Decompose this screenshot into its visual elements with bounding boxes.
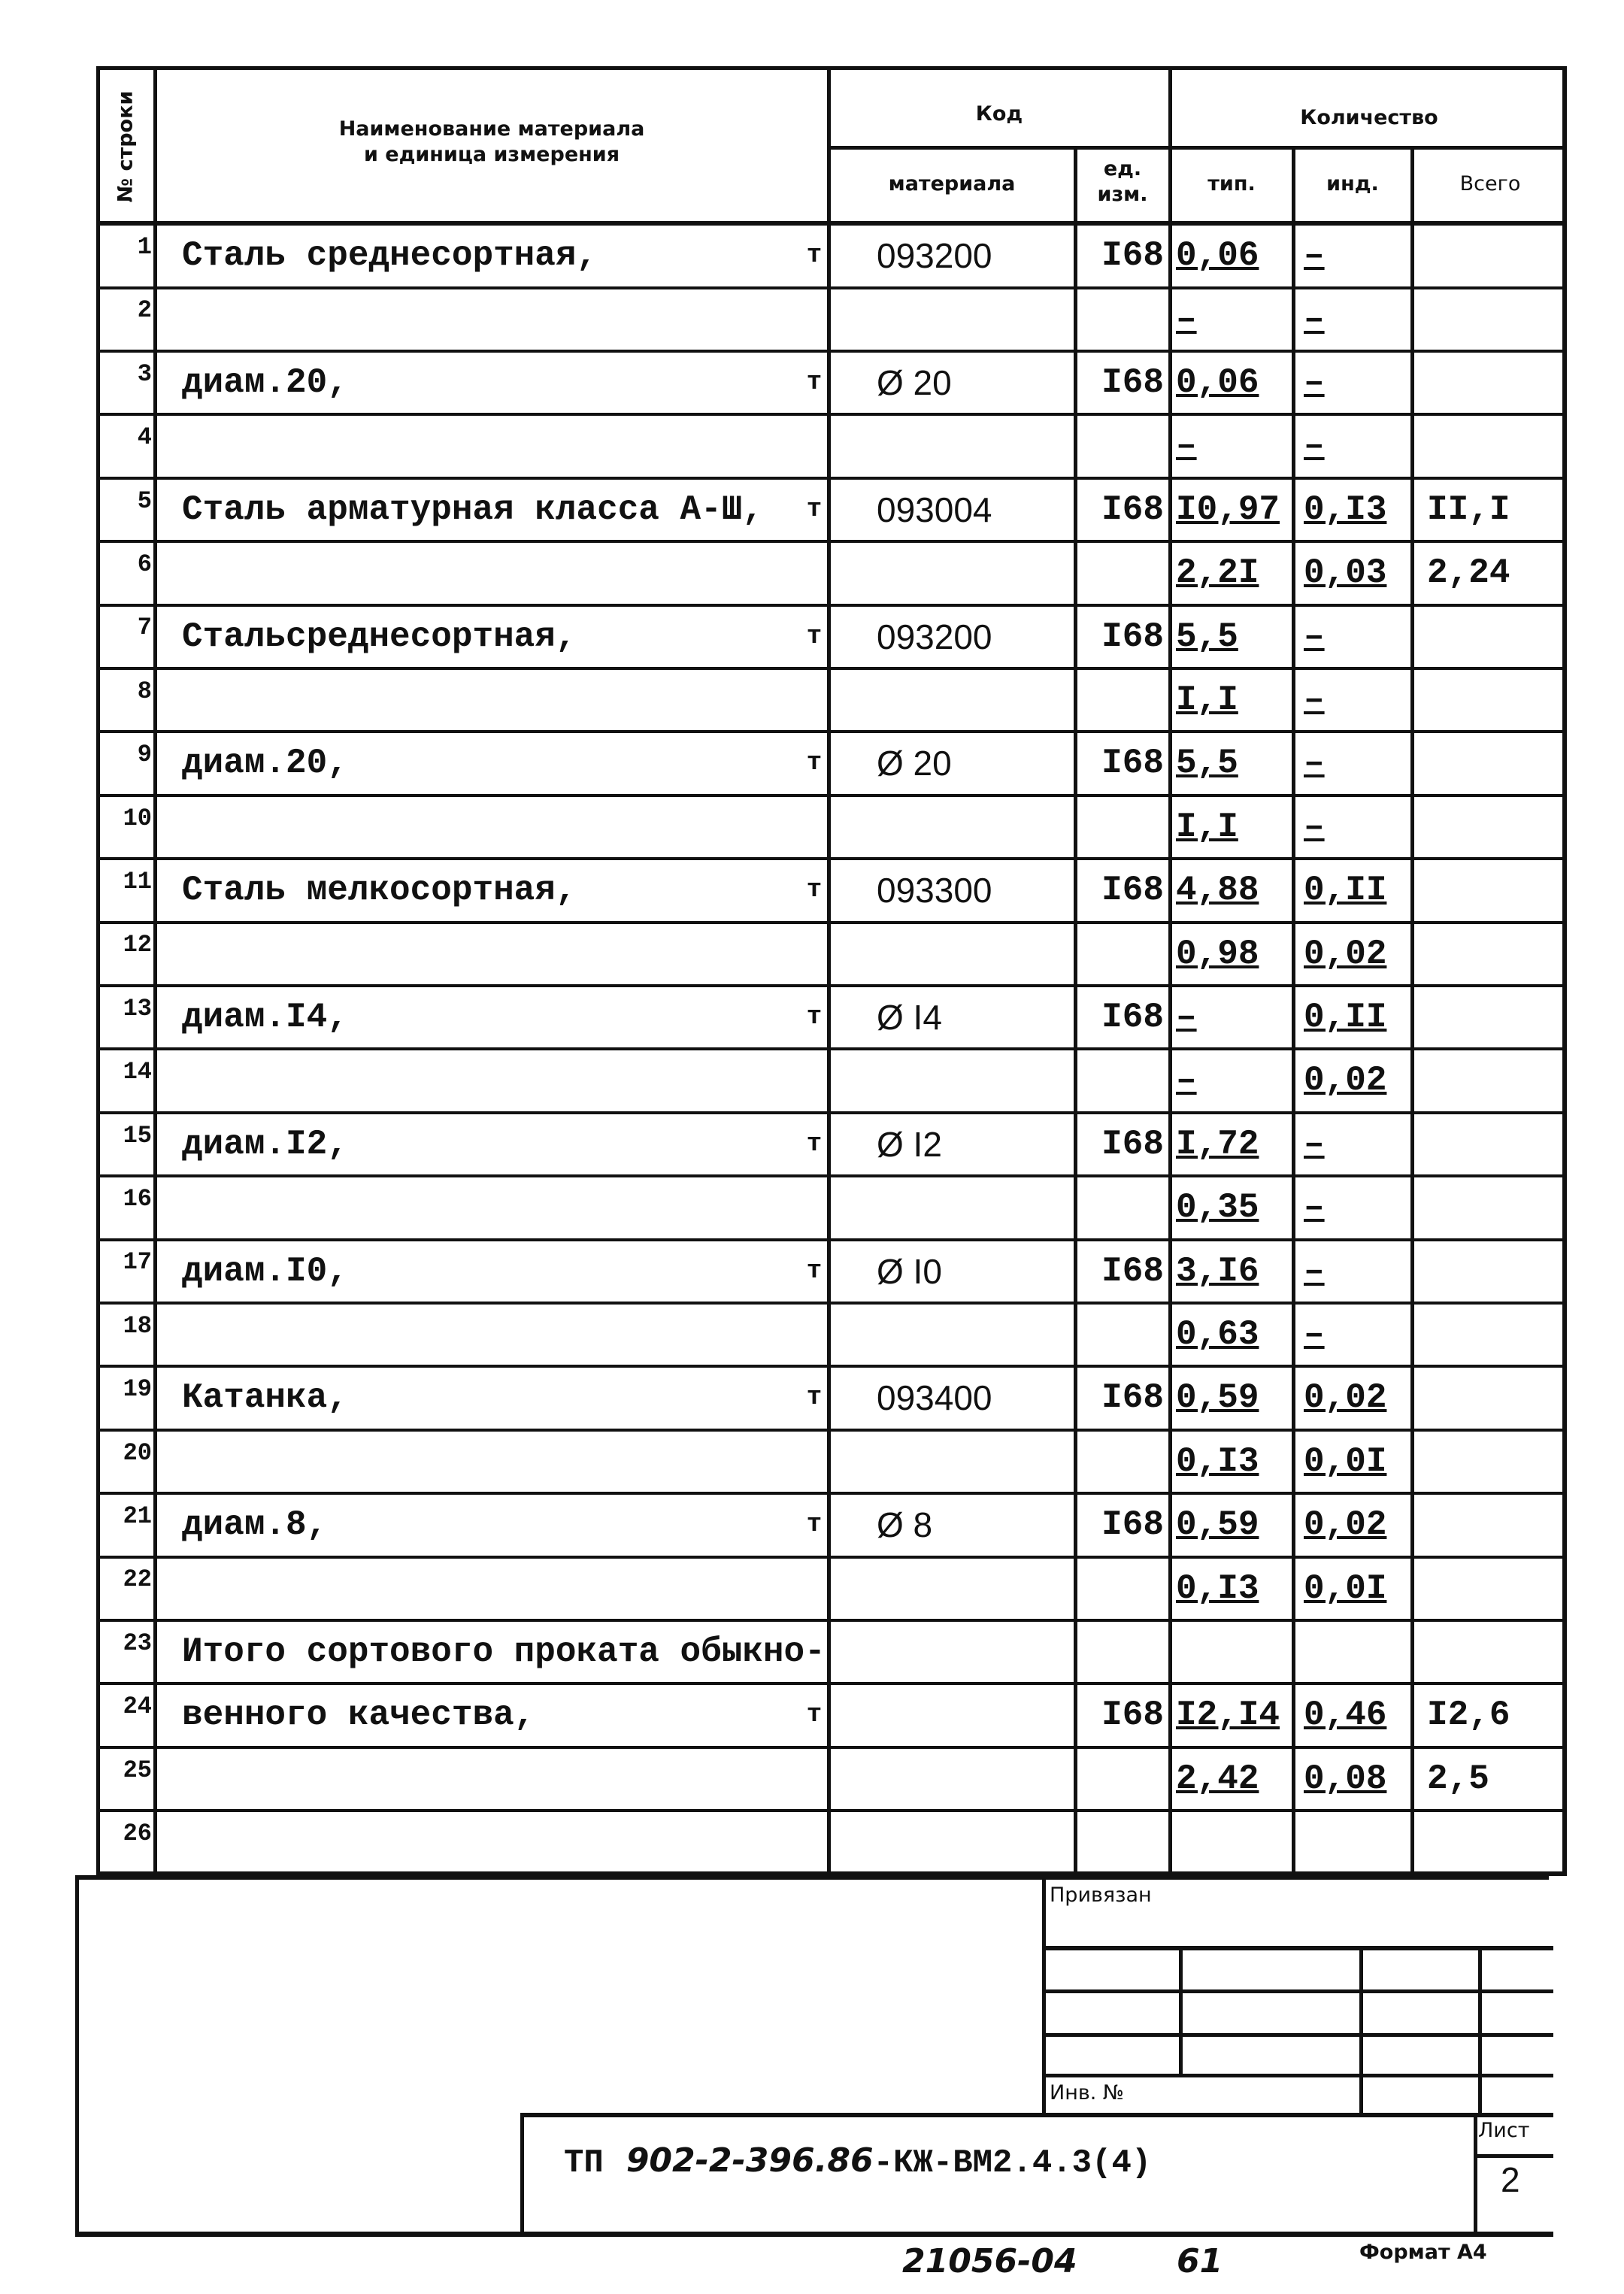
frame-left — [75, 1875, 79, 2236]
quantity-typ: – — [1176, 426, 1197, 466]
row-number: 5 — [137, 486, 152, 515]
quantity-ind — [1293, 1812, 1412, 1873]
table-row — [96, 289, 1567, 353]
quantity-typ: 0,59 — [1176, 1378, 1259, 1418]
table-row — [96, 1558, 1567, 1622]
quantity-typ: 0,I3 — [1176, 1568, 1259, 1608]
tb-line — [1042, 2074, 1553, 2077]
quantity-ind: 0,II — [1304, 998, 1387, 1038]
quantity-typ: I,72 — [1176, 1124, 1259, 1164]
table-row — [96, 923, 1567, 987]
material-code: 093400 — [877, 1378, 992, 1418]
material-name — [171, 670, 878, 731]
material-name: Итого сортового проката обыкно- — [182, 1632, 826, 1672]
material-code — [833, 1558, 1074, 1619]
material-name: Стальсреднесортная, — [182, 617, 577, 656]
table-row — [96, 1495, 1567, 1559]
unit-code: I68 — [1101, 1124, 1164, 1164]
material-code — [833, 1749, 1074, 1810]
tb-line — [1179, 1947, 1183, 2075]
row-number: 21 — [123, 1502, 152, 1530]
quantity-ind: 0,02 — [1304, 934, 1387, 974]
table-row — [96, 1177, 1567, 1241]
material-name — [171, 289, 878, 350]
quantity-total — [1412, 1812, 1567, 1873]
header-typ: тип. — [1207, 172, 1256, 195]
table-row — [96, 1749, 1567, 1813]
material-name: Сталь мелкосортная, — [182, 871, 577, 911]
tb-line — [1042, 2033, 1553, 2037]
name-unit: т — [806, 749, 823, 778]
table-row — [96, 733, 1567, 797]
quantity-ind: – — [1304, 426, 1325, 466]
row-number: 11 — [123, 868, 152, 895]
header-ind: инд. — [1326, 172, 1379, 195]
quantity-typ — [1171, 1812, 1296, 1873]
name-unit: т — [806, 1701, 823, 1730]
quantity-typ: 2,2I — [1176, 553, 1259, 593]
material-name — [171, 1305, 878, 1365]
frame-bottom — [75, 2232, 1553, 2237]
table-row — [96, 1432, 1567, 1495]
table-row — [96, 1622, 1567, 1686]
quantity-typ: 5,5 — [1176, 744, 1238, 783]
quantity-total — [1412, 1432, 1567, 1492]
quantity-ind: 0,0I — [1304, 1441, 1387, 1481]
quantity-total — [1412, 1241, 1567, 1302]
material-name — [171, 1432, 878, 1492]
quantity-ind: 0,02 — [1304, 1378, 1387, 1418]
table-row — [96, 670, 1567, 734]
material-code — [833, 416, 1074, 477]
format-label: Формат А4 — [1359, 2241, 1487, 2264]
quantity-total — [1412, 860, 1567, 921]
material-name: Катанка, — [182, 1378, 348, 1418]
quantity-typ: 3,I6 — [1176, 1251, 1259, 1291]
material-code: 093300 — [877, 871, 992, 911]
quantity-ind: – — [1304, 236, 1325, 276]
quantity-typ: – — [1176, 299, 1197, 339]
material-name — [171, 416, 878, 477]
quantity-ind: – — [1304, 807, 1325, 847]
header-material: материала — [888, 172, 1016, 195]
quantity-ind: – — [1304, 1251, 1325, 1291]
quantity-typ: 0,63 — [1176, 1315, 1259, 1355]
quantity-typ: I,I — [1176, 680, 1238, 720]
name-unit: т — [806, 1256, 823, 1286]
sheet-number: 2 — [1501, 2160, 1520, 2199]
unit-code — [1075, 1558, 1168, 1619]
document-code — [564, 2141, 1151, 2182]
quantity-total — [1412, 923, 1567, 984]
quantity-typ: 0,06 — [1176, 363, 1259, 403]
name-unit: т — [806, 241, 823, 271]
row-number: 22 — [123, 1565, 152, 1594]
material-name — [171, 1558, 878, 1619]
material-name: диам.20, — [182, 744, 348, 783]
quantity-typ: 0,35 — [1176, 1188, 1259, 1228]
table-row — [96, 480, 1567, 544]
table-row — [96, 543, 1567, 607]
material-code: Ø 8 — [877, 1505, 933, 1545]
quantity-ind: 0,I3 — [1304, 489, 1387, 529]
quantity-typ: 4,88 — [1176, 871, 1259, 911]
material-code — [833, 1622, 1074, 1683]
material-code — [833, 1305, 1074, 1365]
quantity-total — [1412, 289, 1567, 350]
material-name — [171, 1812, 878, 1873]
quantity-total — [1412, 226, 1567, 286]
quantity-typ: I2,I4 — [1176, 1695, 1280, 1735]
row-number: 19 — [123, 1375, 152, 1404]
row-number: 14 — [123, 1058, 152, 1086]
unit-code — [1075, 416, 1168, 477]
row-number: 24 — [123, 1692, 152, 1721]
name-unit: т — [806, 368, 823, 398]
tb-line — [520, 2113, 524, 2233]
unit-code — [1075, 1177, 1168, 1238]
tb-line — [1359, 1947, 1363, 2117]
material-name: диам.I0, — [182, 1251, 348, 1291]
quantity-typ: I,I — [1176, 807, 1238, 847]
material-code: Ø 20 — [877, 744, 952, 783]
table-row — [96, 1305, 1567, 1368]
header-quantity: Количество — [1300, 106, 1438, 129]
unit-code — [1075, 797, 1168, 858]
unit-code: I68 — [1101, 1251, 1164, 1291]
row-number: 23 — [123, 1629, 152, 1657]
unit-code — [1075, 1749, 1168, 1810]
material-name — [171, 1177, 878, 1238]
sheet-label: Лист — [1478, 2119, 1530, 2142]
header-total: Всего — [1459, 172, 1521, 195]
row-number: 18 — [123, 1311, 152, 1340]
table-row — [96, 1812, 1567, 1876]
unit-code: I68 — [1101, 998, 1164, 1038]
row-number: 10 — [123, 804, 152, 832]
row-number: 25 — [123, 1756, 152, 1784]
quantity-total — [1412, 606, 1567, 667]
name-unit: т — [806, 876, 823, 905]
unit-code: I68 — [1101, 1378, 1164, 1418]
name-unit: т — [806, 622, 823, 651]
row-number: 12 — [123, 931, 152, 959]
tb-line — [1042, 1946, 1553, 1950]
unit-code: I68 — [1101, 1505, 1164, 1545]
quantity-ind: 0,08 — [1304, 1759, 1387, 1799]
quantity-typ: 0,59 — [1176, 1505, 1259, 1545]
header-name-line2: и единица измерения — [363, 143, 620, 166]
unit-code — [1075, 289, 1168, 350]
quantity-ind: – — [1304, 617, 1325, 656]
material-name: диам.I4, — [182, 998, 348, 1038]
material-code: Ø I2 — [877, 1124, 942, 1164]
header-name — [156, 117, 827, 168]
table-row — [96, 1114, 1567, 1178]
quantity-ind: 0,II — [1304, 871, 1387, 911]
unit-code: I68 — [1101, 744, 1164, 783]
quantity-ind: 0,46 — [1304, 1695, 1387, 1735]
row-number: 17 — [123, 1248, 152, 1277]
material-code: Ø I4 — [877, 998, 942, 1038]
material-name: диам.I2, — [182, 1124, 348, 1164]
table-row — [96, 226, 1567, 289]
material-code — [833, 923, 1074, 984]
quantity-total — [1412, 733, 1567, 794]
material-code: Ø 20 — [877, 363, 952, 403]
quantity-ind: – — [1304, 363, 1325, 403]
quantity-total: 2,5 — [1427, 1759, 1489, 1799]
handwritten-number: 21056-04 — [902, 2242, 1077, 2280]
name-unit: т — [806, 1003, 823, 1032]
unit-code: I68 — [1101, 489, 1164, 529]
material-code — [833, 797, 1074, 858]
table-row — [96, 987, 1567, 1051]
table-bottom-line — [75, 1875, 1549, 1880]
quantity-ind: – — [1304, 1124, 1325, 1164]
quantity-ind: 0,0I — [1304, 1568, 1387, 1608]
inv-label: Инв. № — [1050, 2081, 1125, 2105]
material-name — [171, 923, 878, 984]
row-number: 3 — [137, 359, 152, 388]
tb-line — [520, 2113, 1553, 2117]
tb-line — [1042, 1989, 1553, 1993]
material-code — [833, 1177, 1074, 1238]
quantity-typ — [1171, 1622, 1296, 1683]
material-name: венного качества, — [182, 1695, 535, 1735]
header-name-line1: Наименование материала — [338, 117, 645, 141]
material-code: 093200 — [877, 617, 992, 656]
quantity-total: 2,24 — [1427, 553, 1510, 593]
quantity-total — [1412, 1495, 1567, 1556]
quantity-ind: 0,02 — [1304, 1505, 1387, 1545]
header-row-no: № строки — [114, 90, 138, 203]
unit-code — [1075, 1305, 1168, 1365]
material-code — [833, 1812, 1074, 1873]
table-row — [96, 860, 1567, 924]
header-unit — [1077, 156, 1168, 208]
unit-code: I68 — [1101, 871, 1164, 911]
header-unit-line1: ед. — [1103, 157, 1142, 180]
row-number: 6 — [137, 550, 152, 578]
quantity-total — [1412, 1177, 1567, 1238]
unit-code — [1075, 1432, 1168, 1492]
quantity-typ: 2,42 — [1176, 1759, 1259, 1799]
material-code — [833, 543, 1074, 604]
quantity-ind: 0,02 — [1304, 1061, 1387, 1101]
unit-code: I68 — [1101, 236, 1164, 276]
unit-code — [1075, 543, 1168, 604]
quantity-total — [1412, 416, 1567, 477]
material-name: Сталь среднесортная, — [182, 236, 598, 276]
name-unit: т — [806, 495, 823, 524]
quantity-typ: 0,06 — [1176, 236, 1259, 276]
material-name — [171, 797, 878, 858]
tb-line — [1474, 2113, 1477, 2233]
row-number: 26 — [123, 1820, 152, 1847]
doc-number: 902-2-396.86 — [626, 2141, 874, 2180]
quantity-total — [1412, 353, 1567, 414]
material-code — [833, 289, 1074, 350]
quantity-total — [1412, 1368, 1567, 1429]
row-number: 4 — [137, 423, 152, 452]
quantity-ind: – — [1304, 1188, 1325, 1228]
page-number: 61 — [1177, 2242, 1223, 2280]
quantity-ind: 0,03 — [1304, 553, 1387, 593]
quantity-typ: – — [1176, 1061, 1197, 1101]
material-name: Сталь арматурная класса А-Ш, — [182, 489, 763, 529]
table-row — [96, 1685, 1567, 1749]
quantity-typ: 5,5 — [1176, 617, 1238, 656]
material-code — [833, 1685, 1074, 1746]
table-row — [96, 1241, 1567, 1305]
tb-line — [1042, 1875, 1046, 2116]
tb-line — [1474, 2154, 1553, 2158]
quantity-typ: I0,97 — [1176, 489, 1280, 529]
unit-code — [1075, 1050, 1168, 1111]
row-number: 15 — [123, 1121, 152, 1150]
material-name — [171, 1050, 878, 1111]
quantity-ind: – — [1304, 744, 1325, 783]
quantity-ind: – — [1304, 299, 1325, 339]
unit-code — [1075, 923, 1168, 984]
bound-label: Привязан — [1050, 1883, 1152, 1907]
material-code — [833, 1432, 1074, 1492]
unit-code: I68 — [1101, 617, 1164, 656]
quantity-ind: – — [1304, 680, 1325, 720]
material-code: 093004 — [877, 489, 992, 529]
table-row — [96, 797, 1567, 861]
name-unit: т — [806, 1511, 823, 1540]
row-number: 9 — [137, 741, 152, 769]
material-code: 093200 — [877, 236, 992, 276]
name-unit: т — [806, 1129, 823, 1159]
unit-code — [1075, 1812, 1168, 1873]
unit-code: I68 — [1101, 1695, 1164, 1735]
quantity-total — [1412, 1558, 1567, 1619]
name-unit: т — [806, 1383, 823, 1413]
unit-code — [1075, 1622, 1168, 1683]
quantity-ind: – — [1304, 1315, 1325, 1355]
material-code: Ø I0 — [877, 1251, 942, 1291]
material-name: диам.20, — [182, 363, 348, 403]
row-number: 2 — [137, 296, 152, 325]
quantity-total — [1412, 987, 1567, 1048]
quantity-total — [1412, 670, 1567, 731]
table-row — [96, 1050, 1567, 1114]
quantity-total — [1412, 1050, 1567, 1111]
quantity-typ: – — [1176, 998, 1197, 1038]
quantity-typ: 0,98 — [1176, 934, 1259, 974]
material-code — [833, 1050, 1074, 1111]
material-name: диам.8, — [182, 1505, 328, 1545]
header-unit-line2: изм. — [1097, 183, 1148, 206]
quantity-total — [1412, 797, 1567, 858]
header-code: Код — [975, 102, 1023, 126]
quantity-total — [1412, 1114, 1567, 1175]
row-number: 13 — [123, 994, 152, 1023]
quantity-total — [1412, 1305, 1567, 1365]
quantity-typ: 0,I3 — [1176, 1441, 1259, 1481]
quantity-total: II,I — [1427, 489, 1510, 529]
material-name — [171, 1749, 878, 1810]
quantity-total — [1412, 1622, 1567, 1683]
unit-code: I68 — [1101, 363, 1164, 403]
row-number: 8 — [137, 677, 152, 705]
quantity-total: I2,6 — [1427, 1695, 1510, 1735]
material-name — [171, 543, 878, 604]
material-code — [833, 670, 1074, 731]
unit-code — [1075, 670, 1168, 731]
doc-suffix: -КЖ-ВМ2.4.3(4) — [873, 2144, 1152, 2182]
quantity-ind — [1293, 1622, 1412, 1683]
row-number: 16 — [123, 1185, 152, 1213]
table-row — [96, 353, 1567, 417]
subheader-divider — [830, 146, 1567, 150]
table-row — [96, 1368, 1567, 1432]
doc-prefix: ТП — [564, 2144, 604, 2182]
row-number: 1 — [137, 233, 152, 261]
table-row — [96, 606, 1567, 670]
row-number: 7 — [137, 614, 152, 642]
table-row — [96, 416, 1567, 480]
tb-line — [1478, 1947, 1482, 2117]
row-number: 20 — [123, 1438, 152, 1467]
